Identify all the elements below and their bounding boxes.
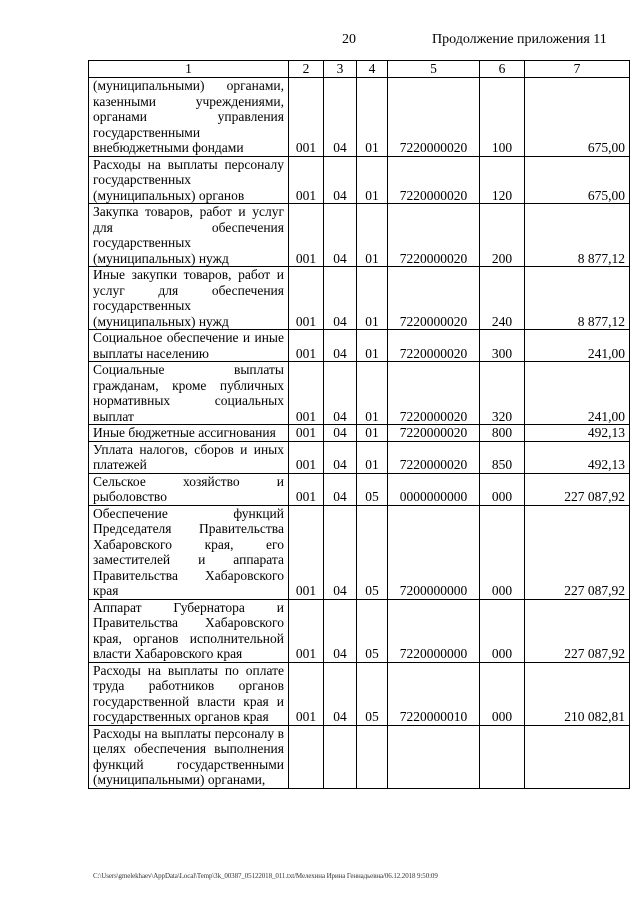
column-header: 5 — [388, 61, 480, 78]
row-value-cell: 241,00 — [525, 330, 630, 362]
row-value-cell: 001 — [289, 204, 324, 267]
row-value-cell: 001 — [289, 362, 324, 425]
row-value-cell: 05 — [357, 599, 388, 662]
row-value-cell — [357, 725, 388, 788]
row-value-cell: 7220000020 — [388, 441, 480, 473]
table-row — [89, 362, 630, 425]
table-row — [89, 599, 630, 662]
row-value-cell: 7220000000 — [388, 599, 480, 662]
row-name-cell: Иные бюджетные ассигнования — [89, 425, 289, 442]
row-value-cell: 001 — [289, 599, 324, 662]
row-value-cell: 001 — [289, 473, 324, 505]
row-value-cell: 7220000020 — [388, 362, 480, 425]
row-name-cell: Закупка товаров, работ и услуг для обеспечения государственных (муниципальных) нужд — [89, 204, 289, 267]
row-value-cell: 001 — [289, 425, 324, 442]
row-name-cell: Уплата налогов, сборов и иных платежей — [89, 441, 289, 473]
row-value-cell: 000 — [480, 662, 525, 725]
row-value-cell: 04 — [324, 204, 357, 267]
table-row — [89, 156, 630, 204]
row-value-cell: 800 — [480, 425, 525, 442]
table-row — [89, 425, 630, 442]
row-value-cell — [525, 725, 630, 788]
row-value-cell: 04 — [324, 599, 357, 662]
table-header-row — [89, 61, 630, 78]
table-row — [89, 725, 630, 788]
row-value-cell: 227 087,92 — [525, 473, 630, 505]
column-header: 1 — [89, 61, 289, 78]
row-value-cell: 7220000010 — [388, 662, 480, 725]
row-value-cell: 04 — [324, 425, 357, 442]
row-value-cell: 04 — [324, 267, 357, 330]
row-value-cell: 001 — [289, 78, 324, 157]
row-value-cell: 05 — [357, 473, 388, 505]
row-value-cell: 04 — [324, 505, 357, 599]
row-value-cell: 320 — [480, 362, 525, 425]
row-value-cell: 04 — [324, 156, 357, 204]
row-value-cell: 01 — [357, 330, 388, 362]
row-value-cell: 000 — [480, 599, 525, 662]
appendix-label: Продолжение приложения 11 — [432, 32, 607, 47]
row-value-cell — [388, 725, 480, 788]
column-header: 2 — [289, 61, 324, 78]
row-value-cell: 7220000020 — [388, 156, 480, 204]
row-value-cell: 01 — [357, 156, 388, 204]
row-value-cell: 04 — [324, 362, 357, 425]
row-value-cell: 8 877,12 — [525, 267, 630, 330]
row-value-cell: 7220000020 — [388, 267, 480, 330]
table-row — [89, 441, 630, 473]
row-name-cell: Аппарат Губернатора и Правительства Хабаровского края, органов исполнительной власти Хабаровского края — [89, 599, 289, 662]
row-value-cell: 000 — [480, 505, 525, 599]
row-value-cell: 210 082,81 — [525, 662, 630, 725]
row-value-cell: 001 — [289, 330, 324, 362]
row-name-cell: Социальное обеспечение и иные выплаты населению — [89, 330, 289, 362]
row-value-cell: 000 — [480, 473, 525, 505]
row-value-cell: 05 — [357, 662, 388, 725]
row-value-cell: 240 — [480, 267, 525, 330]
row-value-cell: 241,00 — [525, 362, 630, 425]
row-value-cell: 492,13 — [525, 425, 630, 442]
row-value-cell: 04 — [324, 473, 357, 505]
row-value-cell — [480, 725, 525, 788]
row-value-cell: 850 — [480, 441, 525, 473]
row-value-cell: 0000000000 — [388, 473, 480, 505]
row-value-cell: 227 087,92 — [525, 505, 630, 599]
row-name-cell: Обеспечение функций Председателя Правительства Хабаровского края, его заместителей и аппарата Правительства Хабаровского края — [89, 505, 289, 599]
row-value-cell: 01 — [357, 425, 388, 442]
row-name-cell: Иные закупки товаров, работ и услуг для обеспечения государственных (муниципальных) нужд — [89, 267, 289, 330]
row-value-cell: 492,13 — [525, 441, 630, 473]
row-value-cell — [324, 725, 357, 788]
budget-table — [88, 60, 630, 789]
column-header: 3 — [324, 61, 357, 78]
column-header: 7 — [525, 61, 630, 78]
row-value-cell: 001 — [289, 156, 324, 204]
table-row — [89, 204, 630, 267]
row-value-cell: 01 — [357, 441, 388, 473]
row-value-cell: 227 087,92 — [525, 599, 630, 662]
row-value-cell: 200 — [480, 204, 525, 267]
row-value-cell: 001 — [289, 505, 324, 599]
row-value-cell: 04 — [324, 441, 357, 473]
row-value-cell: 001 — [289, 267, 324, 330]
row-value-cell: 100 — [480, 78, 525, 157]
row-value-cell: 04 — [324, 662, 357, 725]
row-name-cell: Расходы на выплаты персоналу в целях обеспечения выполнения функций государственными (муниципальными) органами, — [89, 725, 289, 788]
row-value-cell: 01 — [357, 267, 388, 330]
table-row — [89, 267, 630, 330]
row-value-cell: 7220000020 — [388, 330, 480, 362]
row-value-cell: 7200000000 — [388, 505, 480, 599]
row-value-cell: 01 — [357, 204, 388, 267]
row-value-cell: 001 — [289, 662, 324, 725]
table-row — [89, 330, 630, 362]
row-value-cell: 7220000020 — [388, 425, 480, 442]
row-value-cell: 04 — [324, 330, 357, 362]
row-value-cell: 001 — [289, 441, 324, 473]
column-header: 4 — [357, 61, 388, 78]
row-name-cell: Расходы на выплаты по оплате труда работников органов государственной власти края и государственных органов края — [89, 662, 289, 725]
table-row — [89, 505, 630, 599]
row-value-cell: 8 877,12 — [525, 204, 630, 267]
row-name-cell: (муниципальными) органами, казенными учреждениями, органами управления государственными внебюджетными фондами — [89, 78, 289, 157]
row-value-cell: 04 — [324, 78, 357, 157]
table-row — [89, 78, 630, 157]
row-value-cell: 01 — [357, 362, 388, 425]
row-value-cell: 120 — [480, 156, 525, 204]
row-value-cell: 7220000020 — [388, 204, 480, 267]
table-row — [89, 473, 630, 505]
row-value-cell: 7220000020 — [388, 78, 480, 157]
row-name-cell: Социальные выплаты гражданам, кроме публичных нормативных социальных выплат — [89, 362, 289, 425]
row-value-cell: 300 — [480, 330, 525, 362]
row-value-cell: 675,00 — [525, 78, 630, 157]
row-value-cell: 05 — [357, 505, 388, 599]
row-name-cell: Расходы на выплаты персоналу государственных (муниципальных) органов — [89, 156, 289, 204]
row-value-cell — [289, 725, 324, 788]
column-header: 6 — [480, 61, 525, 78]
row-value-cell: 675,00 — [525, 156, 630, 204]
table-row — [89, 662, 630, 725]
page-number: 20 — [342, 32, 356, 47]
row-name-cell: Сельское хозяйство и рыболовство — [89, 473, 289, 505]
file-path-footer: C:\Users\gmelekhaev\AppData\Local\Temp\3k_00387_05122018_011.txt/Мелехина Ирина Геннадьевна/06.12.2018 9:50:09 — [93, 872, 438, 880]
row-value-cell: 01 — [357, 78, 388, 157]
